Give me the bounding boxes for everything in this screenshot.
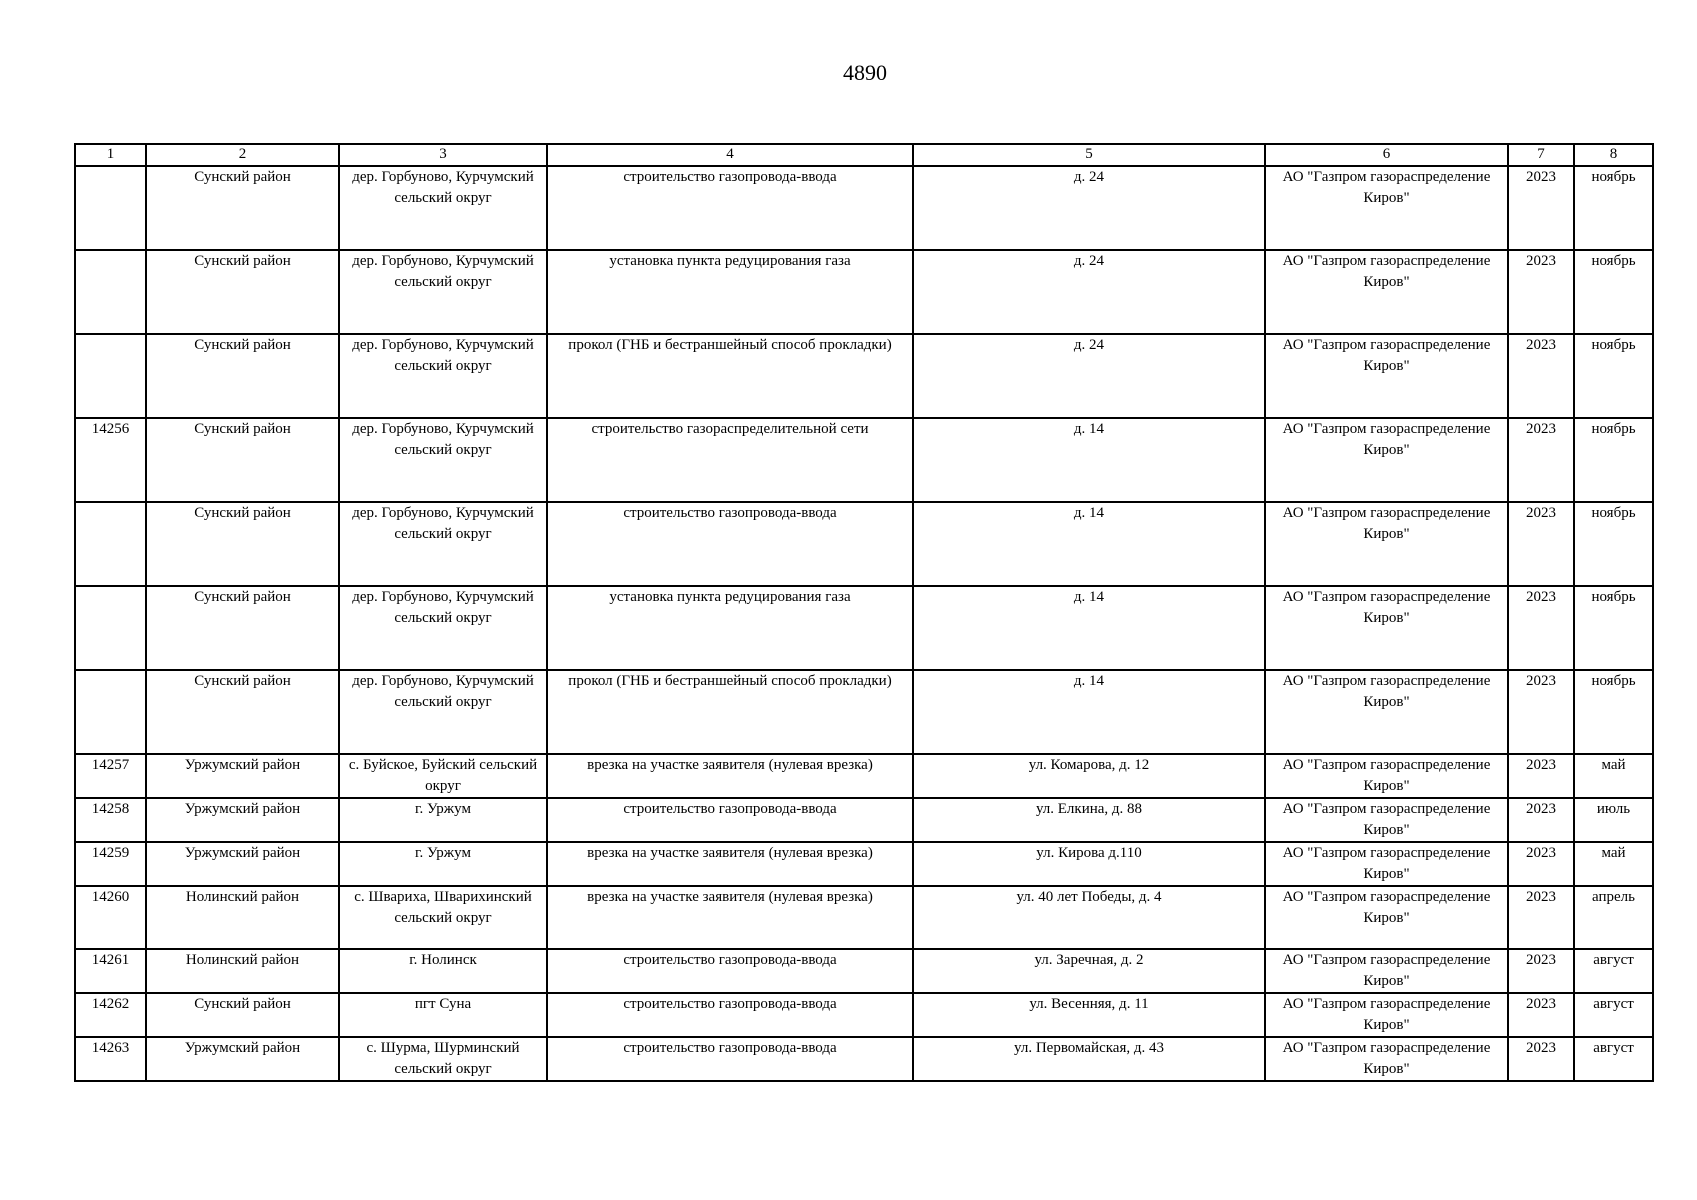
cell-locality: дер. Горбуново, Курчумский сельский округ [339,586,547,670]
cell-locality: дер. Горбуново, Курчумский сельский округ [339,418,547,502]
table-row [75,418,1653,502]
cell-address: д. 14 [913,586,1265,670]
cell-address: ул. Первомайская, д. 43 [913,1037,1265,1081]
cell-locality: г. Уржум [339,842,547,886]
cell-address: д. 14 [913,502,1265,586]
cell-work-type: врезка на участке заявителя (нулевая врезка) [547,886,913,949]
cell-month: апрель [1574,886,1653,949]
cell-address: ул. Заречная, д. 2 [913,949,1265,993]
cell-organization: АО "Газпром газораспределение Киров" [1265,250,1508,334]
page-number: 4890 [843,60,887,85]
header-col-5: 5 [913,144,1265,166]
cell-organization: АО "Газпром газораспределение Киров" [1265,842,1508,886]
cell-year: 2023 [1508,842,1574,886]
cell-number: 14262 [75,993,146,1037]
cell-work-type: строительство газопровода-ввода [547,166,913,250]
cell-district: Уржумский район [146,1037,339,1081]
table-row [75,886,1653,949]
cell-year: 2023 [1508,798,1574,842]
header-col-3: 3 [339,144,547,166]
cell-number [75,334,146,418]
cell-address: ул. Комарова, д. 12 [913,754,1265,798]
header-row [75,144,1653,166]
cell-number [75,670,146,754]
cell-work-type: строительство газопровода-ввода [547,502,913,586]
cell-number [75,250,146,334]
cell-year: 2023 [1508,166,1574,250]
cell-month: ноябрь [1574,670,1653,754]
header-col-4: 4 [547,144,913,166]
cell-district: Сунский район [146,586,339,670]
cell-month: июль [1574,798,1653,842]
cell-address: д. 24 [913,334,1265,418]
cell-month: август [1574,993,1653,1037]
cell-work-type: врезка на участке заявителя (нулевая врезка) [547,842,913,886]
table-row [75,250,1653,334]
cell-locality: с. Буйское, Буйский сельский округ [339,754,547,798]
cell-district: Нолинский район [146,886,339,949]
cell-locality: дер. Горбуново, Курчумский сельский округ [339,670,547,754]
cell-year: 2023 [1508,670,1574,754]
cell-locality: дер. Горбуново, Курчумский сельский округ [339,502,547,586]
header-col-2: 2 [146,144,339,166]
cell-organization: АО "Газпром газораспределение Киров" [1265,993,1508,1037]
cell-address: д. 14 [913,418,1265,502]
cell-number: 14258 [75,798,146,842]
cell-district: Сунский район [146,993,339,1037]
cell-year: 2023 [1508,754,1574,798]
cell-month: ноябрь [1574,334,1653,418]
cell-work-type: строительство газораспределительной сети [547,418,913,502]
cell-organization: АО "Газпром газораспределение Киров" [1265,586,1508,670]
cell-district: Сунский район [146,334,339,418]
cell-organization: АО "Газпром газораспределение Киров" [1265,949,1508,993]
cell-locality: дер. Горбуново, Курчумский сельский округ [339,250,547,334]
cell-number: 14261 [75,949,146,993]
cell-year: 2023 [1508,250,1574,334]
cell-organization: АО "Газпром газораспределение Киров" [1265,166,1508,250]
cell-work-type: установка пункта редуцирования газа [547,250,913,334]
table-row [75,334,1653,418]
cell-month: ноябрь [1574,418,1653,502]
cell-organization: АО "Газпром газораспределение Киров" [1265,886,1508,949]
cell-number: 14263 [75,1037,146,1081]
table-row [75,166,1653,250]
cell-locality: г. Нолинск [339,949,547,993]
table-row [75,670,1653,754]
cell-address: ул. Кирова д.110 [913,842,1265,886]
cell-month: май [1574,842,1653,886]
cell-year: 2023 [1508,886,1574,949]
cell-year: 2023 [1508,418,1574,502]
cell-district: Сунский район [146,670,339,754]
cell-month: ноябрь [1574,586,1653,670]
table-row [75,798,1653,842]
cell-number: 14260 [75,886,146,949]
cell-number: 14257 [75,754,146,798]
gas-works-table [74,143,1654,1082]
table-row [75,586,1653,670]
cell-locality: дер. Горбуново, Курчумский сельский округ [339,334,547,418]
cell-address: ул. Весенняя, д. 11 [913,993,1265,1037]
cell-year: 2023 [1508,586,1574,670]
cell-locality: с. Швариха, Шварихинский сельский округ [339,886,547,949]
cell-district: Сунский район [146,250,339,334]
cell-district: Сунский район [146,418,339,502]
table-row [75,842,1653,886]
cell-locality: с. Шурма, Шурминский сельский округ [339,1037,547,1081]
cell-work-type: строительство газопровода-ввода [547,993,913,1037]
cell-organization: АО "Газпром газораспределение Киров" [1265,754,1508,798]
cell-month: август [1574,949,1653,993]
cell-work-type: строительство газопровода-ввода [547,1037,913,1081]
cell-organization: АО "Газпром газораспределение Киров" [1265,1037,1508,1081]
table-row [75,1037,1653,1081]
table-row [75,502,1653,586]
cell-district: Уржумский район [146,798,339,842]
cell-work-type: установка пункта редуцирования газа [547,586,913,670]
cell-year: 2023 [1508,949,1574,993]
cell-month: ноябрь [1574,502,1653,586]
cell-district: Уржумский район [146,754,339,798]
cell-year: 2023 [1508,993,1574,1037]
cell-number [75,502,146,586]
header-col-1: 1 [75,144,146,166]
cell-address: д. 24 [913,166,1265,250]
cell-work-type: прокол (ГНБ и бестраншейный способ прокладки) [547,334,913,418]
cell-work-type: врезка на участке заявителя (нулевая врезка) [547,754,913,798]
cell-number [75,166,146,250]
cell-address: д. 14 [913,670,1265,754]
cell-organization: АО "Газпром газораспределение Киров" [1265,670,1508,754]
cell-year: 2023 [1508,334,1574,418]
cell-district: Сунский район [146,166,339,250]
cell-month: ноябрь [1574,250,1653,334]
cell-district: Сунский район [146,502,339,586]
cell-month: ноябрь [1574,166,1653,250]
cell-work-type: прокол (ГНБ и бестраншейный способ прокладки) [547,670,913,754]
cell-year: 2023 [1508,502,1574,586]
cell-address: д. 24 [913,250,1265,334]
cell-month: август [1574,1037,1653,1081]
cell-locality: дер. Горбуново, Курчумский сельский округ [339,166,547,250]
cell-organization: АО "Газпром газораспределение Киров" [1265,798,1508,842]
cell-locality: г. Уржум [339,798,547,842]
table-row [75,949,1653,993]
cell-district: Нолинский район [146,949,339,993]
cell-organization: АО "Газпром газораспределение Киров" [1265,502,1508,586]
table-row [75,754,1653,798]
header-col-6: 6 [1265,144,1508,166]
cell-address: ул. Елкина, д. 88 [913,798,1265,842]
cell-month: май [1574,754,1653,798]
table-body [75,166,1653,1081]
header-col-8: 8 [1574,144,1653,166]
cell-year: 2023 [1508,1037,1574,1081]
header-col-7: 7 [1508,144,1574,166]
cell-work-type: строительство газопровода-ввода [547,949,913,993]
cell-address: ул. 40 лет Победы, д. 4 [913,886,1265,949]
cell-organization: АО "Газпром газораспределение Киров" [1265,418,1508,502]
cell-district: Уржумский район [146,842,339,886]
table-row [75,993,1653,1037]
cell-number [75,586,146,670]
cell-number: 14256 [75,418,146,502]
cell-organization: АО "Газпром газораспределение Киров" [1265,334,1508,418]
cell-number: 14259 [75,842,146,886]
cell-locality: пгт Суна [339,993,547,1037]
cell-work-type: строительство газопровода-ввода [547,798,913,842]
